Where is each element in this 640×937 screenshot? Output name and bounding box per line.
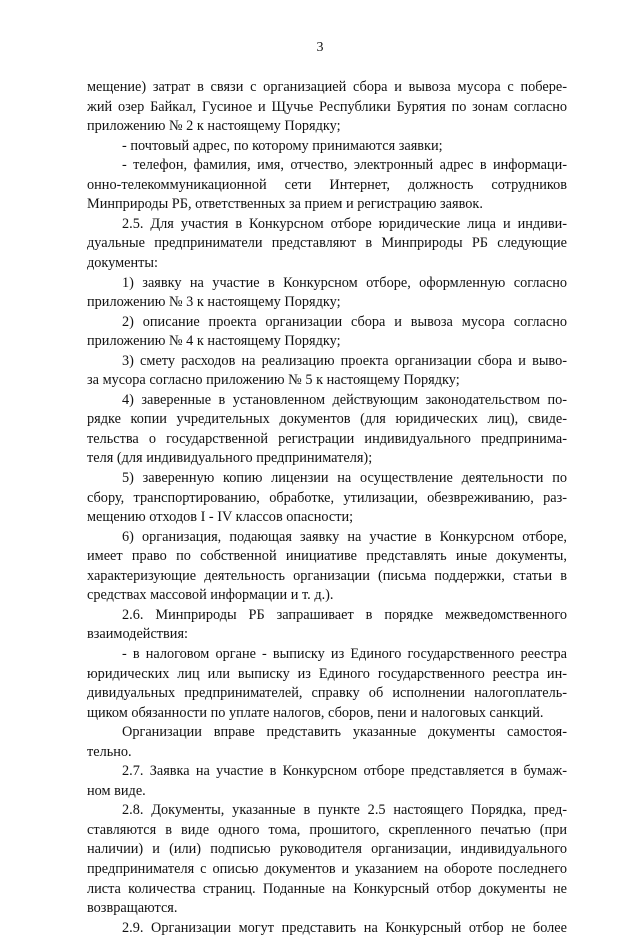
text-line: наличии) и (или) подписью руководителя организации, индивидуального: [87, 841, 567, 858]
text-line: 2.6. Минприроды РБ запрашивает в порядке межведомственного: [122, 606, 567, 623]
text-line: имеет право по собственной инициативе представлять иные документы,: [87, 548, 567, 565]
text-line: Организации вправе представить указанные документы самостоя-: [122, 724, 567, 741]
text-line: дивидуальных предпринимателей, справку об исполнении налогоплатель-: [87, 685, 567, 702]
text-line: - почтовый адрес, по которому принимаются заявки;: [122, 137, 443, 154]
text-line: тельно.: [87, 743, 132, 760]
text-line: 2.5. Для участия в Конкурсном отборе юридические лица и индиви-: [122, 215, 567, 232]
text-line: 2.7. Заявка на участие в Конкурсном отборе представляется в бумаж-: [122, 763, 567, 780]
text-line: - телефон, фамилия, имя, отчество, электронный адрес в информаци-: [122, 157, 567, 174]
text-line: средствах массовой информации и т. д.).: [87, 587, 334, 604]
text-line: взаимодействия:: [87, 626, 188, 643]
text-line: возвращаются.: [87, 900, 178, 917]
text-line: юридических лиц или выписку из Единого государственного реестра ин-: [87, 665, 567, 682]
page-number: 3: [316, 40, 324, 55]
text-line: 1) заявку на участие в Конкурсном отборе, оформленную согласно: [122, 274, 567, 291]
text-line: 2) описание проекта организации сбора и вывоза мусора согласно: [122, 313, 567, 330]
text-line: 3) смету расходов на реализацию проекта организации сбора и выво-: [122, 352, 567, 369]
text-line: документы:: [87, 254, 158, 271]
text-line: щиком обязанности по уплате налогов, сборов, пени и налоговых санкций.: [87, 704, 544, 721]
text-line: теля (для индивидуального предпринимателя);: [87, 450, 373, 467]
text-line: приложению № 3 к настоящему Порядку;: [87, 294, 341, 311]
text-line: тельства о государственной регистрации индивидуального предпринима-: [87, 430, 567, 447]
text-line: приложению № 4 к настоящему Порядку;: [87, 333, 341, 350]
text-line: 4) заверенные в установленном действующим законодательством по-: [122, 391, 567, 408]
text-line: онно-телекоммуникационной сети Интернет, должность сотрудников: [87, 176, 567, 193]
text-line: мещение) затрат в связи с организацией сбора и вывоза мусора с побере-: [87, 79, 567, 95]
text-line: рядке копии учредительных документов (для юридических лиц), свиде-: [87, 411, 567, 428]
text-line: мещению отходов I - IV классов опасности;: [87, 509, 354, 526]
text-line: ставляются в виде одного тома, прошитого, скрепленного печатью (при: [87, 821, 567, 838]
text-line: листа количества страниц. Поданные на Конкурсный отбор документы не: [87, 880, 567, 897]
text-line: - в налоговом органе - выписку из Единого государственного реестра: [122, 645, 567, 662]
text-line: характеризующие деятельность организации (письма поддержки, статьи в: [87, 567, 567, 584]
text-line: 2.9. Организации могут представить на Конкурсный отбор не более: [122, 919, 567, 936]
text-line: дуальные предприниматели представляют в Минприроды РБ следующие: [87, 235, 567, 252]
text-line: 5) заверенную копию лицензии на осуществление деятельности по: [122, 470, 567, 486]
text-line: Минприроды РБ, ответственных за прием и регистрацию заявок.: [87, 196, 483, 213]
text-line: жий озер Байкал, Гусиное и Щучье Республики Бурятия по зонам согласно: [87, 98, 567, 115]
text-line: за мусора согласно приложению № 5 к настоящему Порядку;: [87, 372, 460, 389]
text-line: сбору, транспортированию, обработке, утилизации, обезвреживанию, раз-: [87, 489, 567, 506]
text-line: 2.8. Документы, указанные в пункте 2.5 настоящего Порядка, пред-: [122, 802, 567, 819]
text-line: ном виде.: [87, 782, 146, 799]
text-line: предпринимателя с описью документов и указанием на обороте последнего: [87, 861, 567, 877]
text-line: 6) организация, подающая заявку на участие в Конкурсном отборе,: [122, 528, 567, 545]
text-line: приложению № 2 к настоящему Порядку;: [87, 118, 341, 135]
